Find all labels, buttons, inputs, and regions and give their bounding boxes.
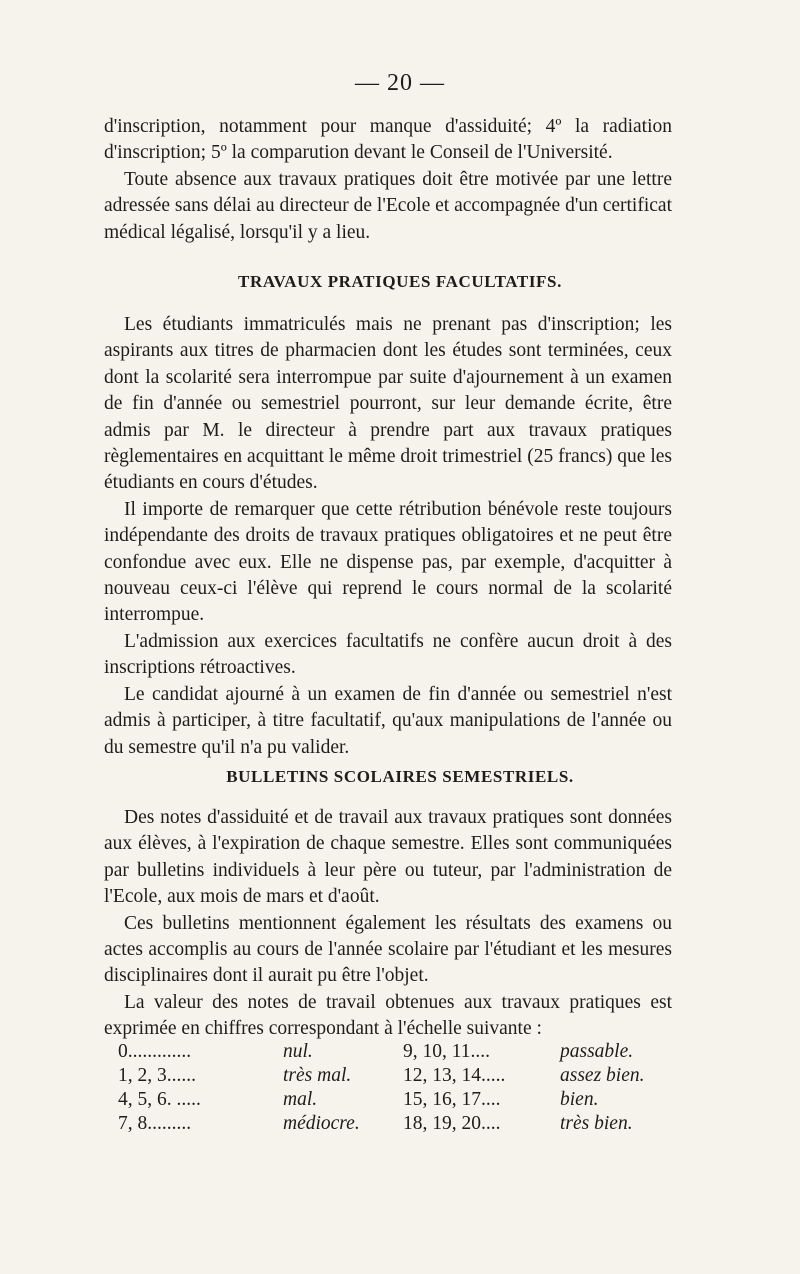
scale-left-notes: 4, 5, 6. ..... bbox=[118, 1089, 201, 1110]
scale-row bbox=[118, 1112, 678, 1136]
scale-row bbox=[118, 1088, 678, 1112]
scale-right-notes: 15, 16, 17.... bbox=[403, 1089, 501, 1110]
paragraph-bulletins: Ces bulletins mentionnent également les résultats des examens ou actes accomplis au cours de l'année scolaire par l'étudiant et les mesures disciplinaires dont il aurait pu être l'objet. bbox=[104, 912, 672, 987]
scale-right-label: bien. bbox=[560, 1089, 599, 1110]
scale-left-notes: 7, 8......... bbox=[118, 1113, 192, 1134]
paragraph-absence: Toute absence aux travaux pratiques doit être motivée par une lettre adressée sans délai au directeur de l'Ecole et accompagnée d'un certificat médical légalisé, lorsqu'il y a lieu. bbox=[104, 168, 672, 243]
scale-left-label: très mal. bbox=[283, 1065, 352, 1086]
paragraph-inscription: d'inscription, notamment pour manque d'assiduité; 4º la radiation d'inscription; 5º la comparution devant le Conseil de l'Université. bbox=[104, 116, 672, 164]
scale-row bbox=[118, 1064, 678, 1088]
paragraph-retribution: Il importe de remarquer que cette rétribution bénévole reste toujours indépendante des droits de travaux pratiques obligatoires et ne peut être confondue avec eux. Elle ne dispense pas, par exemple, d'acquitter à nouveau ceux-ci l'élève qui reprend le cours normal de la scolarité interrompue. bbox=[104, 498, 672, 626]
heading-travaux-facultatifs: TRAVAUX PRATIQUES FACULTATIFS. bbox=[238, 272, 562, 291]
paragraph-notes: Des notes d'assiduité et de travail aux travaux pratiques sont données aux élèves, à l'expiration de chaque semestre. Elles sont communiquées par bulletins individuels à leur père ou tuteur, par l'administration de l'Ecole, aux mois de mars et d'août. bbox=[104, 807, 672, 908]
paragraph-candidat: Le candidat ajourné à un examen de fin d'année ou semestriel n'est admis à participer, à titre facultatif, qu'aux manipulations de l'année ou du semestre qu'il n'a pu valider. bbox=[104, 683, 672, 758]
heading-bulletins: BULLETINS SCOLAIRES SEMESTRIELS. bbox=[226, 767, 574, 786]
scale-left-label: nul. bbox=[283, 1041, 313, 1062]
scale-right-label: passable. bbox=[560, 1041, 634, 1062]
scale-right-label: assez bien. bbox=[560, 1065, 645, 1086]
paragraph-valeur: La valeur des notes de travail obtenues aux travaux pratiques est exprimée en chiffres correspondant à l'échelle suivante : bbox=[104, 991, 672, 1040]
scale-right-notes: 18, 19, 20.... bbox=[403, 1113, 501, 1134]
text-block-bulletins bbox=[104, 805, 672, 1043]
grading-scale bbox=[118, 1040, 678, 1136]
text-block-top bbox=[104, 114, 672, 246]
scale-row bbox=[118, 1040, 678, 1064]
paragraph-admission: L'admission aux exercices facultatifs ne confère aucun droit à des inscriptions rétroactives. bbox=[104, 630, 672, 679]
scale-right-notes: 9, 10, 11.... bbox=[403, 1041, 491, 1062]
scale-left-label: mal. bbox=[283, 1089, 318, 1110]
scale-left-label: médiocre. bbox=[283, 1113, 360, 1134]
scale-right-notes: 12, 13, 14..... bbox=[403, 1065, 506, 1086]
scale-right-label: très bien. bbox=[560, 1113, 633, 1134]
page-number: — 20 — bbox=[355, 70, 445, 96]
scale-left-notes: 0............. bbox=[118, 1041, 192, 1062]
paragraph-etudiants: Les étudiants immatriculés mais ne prenant pas d'inscription; les aspirants aux titres de pharmacien dont les études sont terminées, ceux dont la scolarité sera interrompue par suite d'ajournement à un examen de fin d'année ou semestriel pourront, sur leur demande écrite, être admis par M. le directeur à prendre part aux travaux pratiques règlementaires en acquittant le même droit trimestriel (25 francs) que les étudiants en cours d'études. bbox=[104, 314, 672, 494]
text-block-facultatifs bbox=[104, 312, 672, 761]
scale-left-notes: 1, 2, 3...... bbox=[118, 1065, 196, 1086]
